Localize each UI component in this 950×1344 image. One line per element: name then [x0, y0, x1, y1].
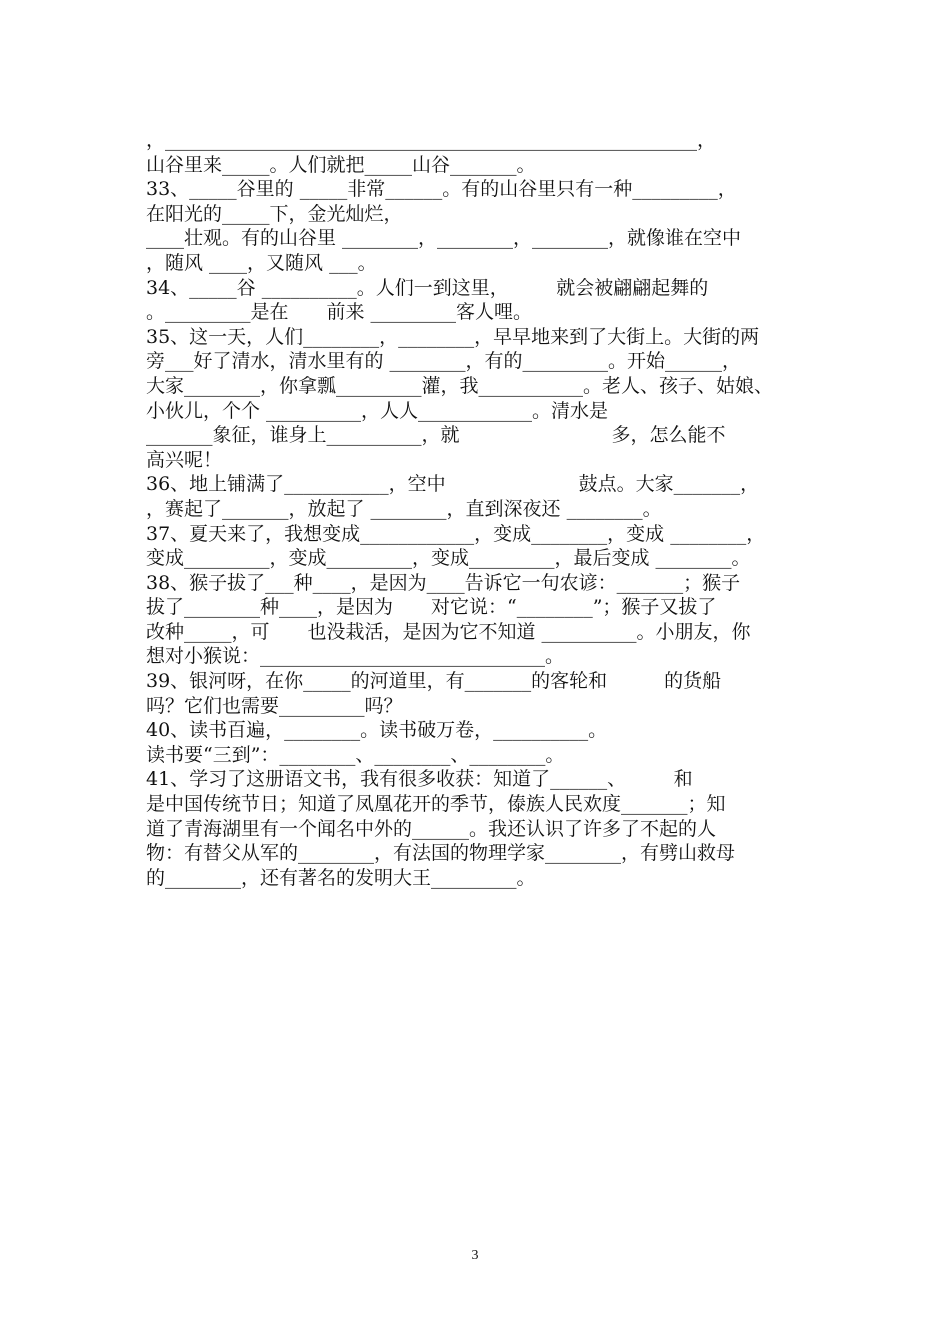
text-line: 读书要“三到”：________、________、________。	[146, 743, 565, 766]
text-line: ，赛起了_______，放起了 ________，直到深夜还 ________。	[146, 497, 662, 520]
text-line: 物：有替父从军的________，有法国的物理学家________，有劈山救母	[146, 842, 736, 865]
text-line: 39、银河呀，在你_____的河道里，有_______的客轮和 的货船	[146, 670, 722, 693]
text-line: 41、学习了这册语文书，我有很多收获：知道了______、 和	[146, 768, 693, 791]
text-line: 的________，还有著名的发明大王_________。	[146, 866, 536, 889]
text-line: ，随风 ____，又随风 ___。	[146, 251, 377, 274]
text-line: ____壮观。有的山谷里 ________，________，________，就像谁在空中	[146, 227, 742, 250]
text-line: 37、夏天来了，我想变成____________，变成________，变成 ________，	[146, 522, 766, 545]
text-line: 33、_____谷里的 _____非常______。有的山谷里只有一种_________，	[146, 178, 737, 201]
worksheet-text	[146, 128, 810, 890]
text-line: 40、读书百遍，________。读书破万卷，__________。	[146, 719, 608, 742]
text-line: 旁___好了清水，清水里有的 ________，有的_________。开始______，	[146, 350, 742, 373]
text-line: 38、猴子拔了___种____，是因为____告诉它一句农谚：_______；猴子	[146, 571, 741, 594]
text-line: 小伙儿，个个 __________，人人____________。清水是	[146, 399, 609, 422]
text-line: 大家________，你拿瓢_________灌，我___________。老人、孩子、姑娘、	[146, 374, 774, 397]
page-number: 3	[471, 1248, 479, 1263]
text-line: 。_________是在 前来 _________客人哩。	[146, 301, 533, 324]
text-line: 道了青海湖里有一个闻名中外的______。我还认识了许多了不起的人	[146, 817, 717, 840]
text-line: 吗？它们也需要_________吗？	[146, 694, 403, 717]
text-line: 高兴呢！	[146, 448, 223, 471]
text-line: 变成_________，变成_________，变成_________，最后变成 ________。	[146, 547, 751, 570]
text-line: 34、_____谷 __________。人们一到这里， 就会被翩翩起舞的	[146, 276, 709, 299]
text-line: 36、地上铺满了___________，空中 鼓点。大家_______，	[146, 473, 760, 496]
text-line: 想对小猴说：______________________________。	[146, 645, 565, 668]
text-line: 在阳光的_____下，金光灿烂，	[146, 202, 403, 225]
text-line: _______象征，谁身上__________，就 多，怎么能不	[146, 424, 726, 447]
text-line: ，________________________________________________________，	[146, 129, 717, 151]
text-line: 35、这一天，人们________，________，早早地来到了大街上。大街的两	[146, 325, 760, 348]
text-line: 是中国传统节日；知道了凤凰花开的季节，傣族人民欢度_______；知	[146, 793, 726, 816]
text-line: 拔了________种____，是因为 对它说：“________”；猴子又拔了	[146, 596, 717, 619]
text-line: 改种_____，可 也没栽活，是因为它不知道 __________。小朋友，你	[146, 620, 751, 643]
text-line: 山谷里来_____。人们就把_____山谷_______。	[146, 153, 536, 176]
